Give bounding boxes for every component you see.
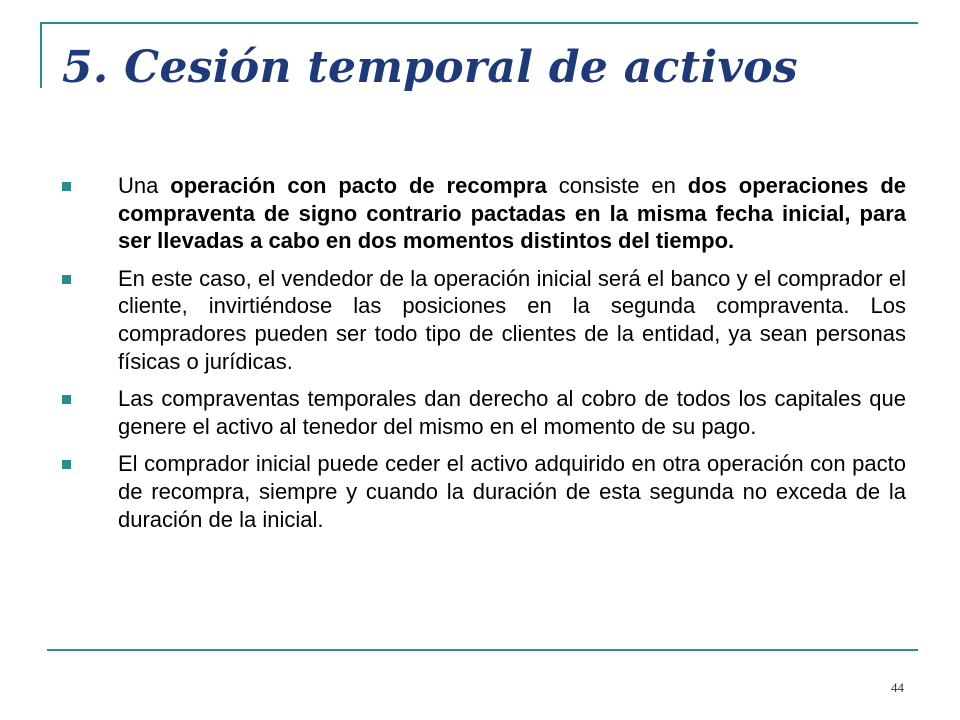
bullet-text: El comprador inicial puede ceder el activo adquirido en otra operación con pacto de recompra, siempre y cuando la duración de esta segunda no exceda de la duración de la inicial.: [118, 451, 906, 532]
bullet-item-4: [60, 450, 906, 533]
square-bullet-icon: [62, 182, 71, 191]
slide-title: 5. Cesión temporal de activos: [62, 42, 798, 93]
left-rule: [40, 22, 42, 88]
bullet-list: [60, 172, 906, 543]
bullet-text: Las compraventas temporales dan derecho al cobro de todos los capitales que genere el activo al tenedor del mismo en el momento de su pago.: [118, 386, 906, 439]
bullet-item-3: [60, 385, 906, 440]
square-bullet-icon: [62, 395, 71, 404]
square-bullet-icon: [62, 460, 71, 469]
bold-segment: operación con pacto de recompra: [170, 173, 547, 198]
bullet-text: [118, 173, 906, 253]
square-bullet-icon: [62, 275, 71, 284]
page-number: 44: [891, 680, 904, 695]
top-rule: [40, 22, 918, 24]
text-segment: consiste en: [546, 173, 688, 198]
bottom-rule: [47, 649, 918, 651]
bullet-item-1: [60, 172, 906, 255]
bold-segment: dos operaciones de compraventa de signo contrario pactadas en la misma fecha inicial, para ser llevadas a cabo en dos momentos distintos del tiempo.: [118, 173, 906, 254]
bullet-item-2: [60, 265, 906, 375]
text-segment: Una: [118, 173, 171, 198]
bullet-text: En este caso, el vendedor de la operación inicial será el banco y el comprador el cliente, invirtiéndose las posiciones en la segunda compraventa. Los compradores pueden ser todo tipo de clientes de la entidad, ya sean personas físicas o jurídicas.: [118, 265, 906, 374]
